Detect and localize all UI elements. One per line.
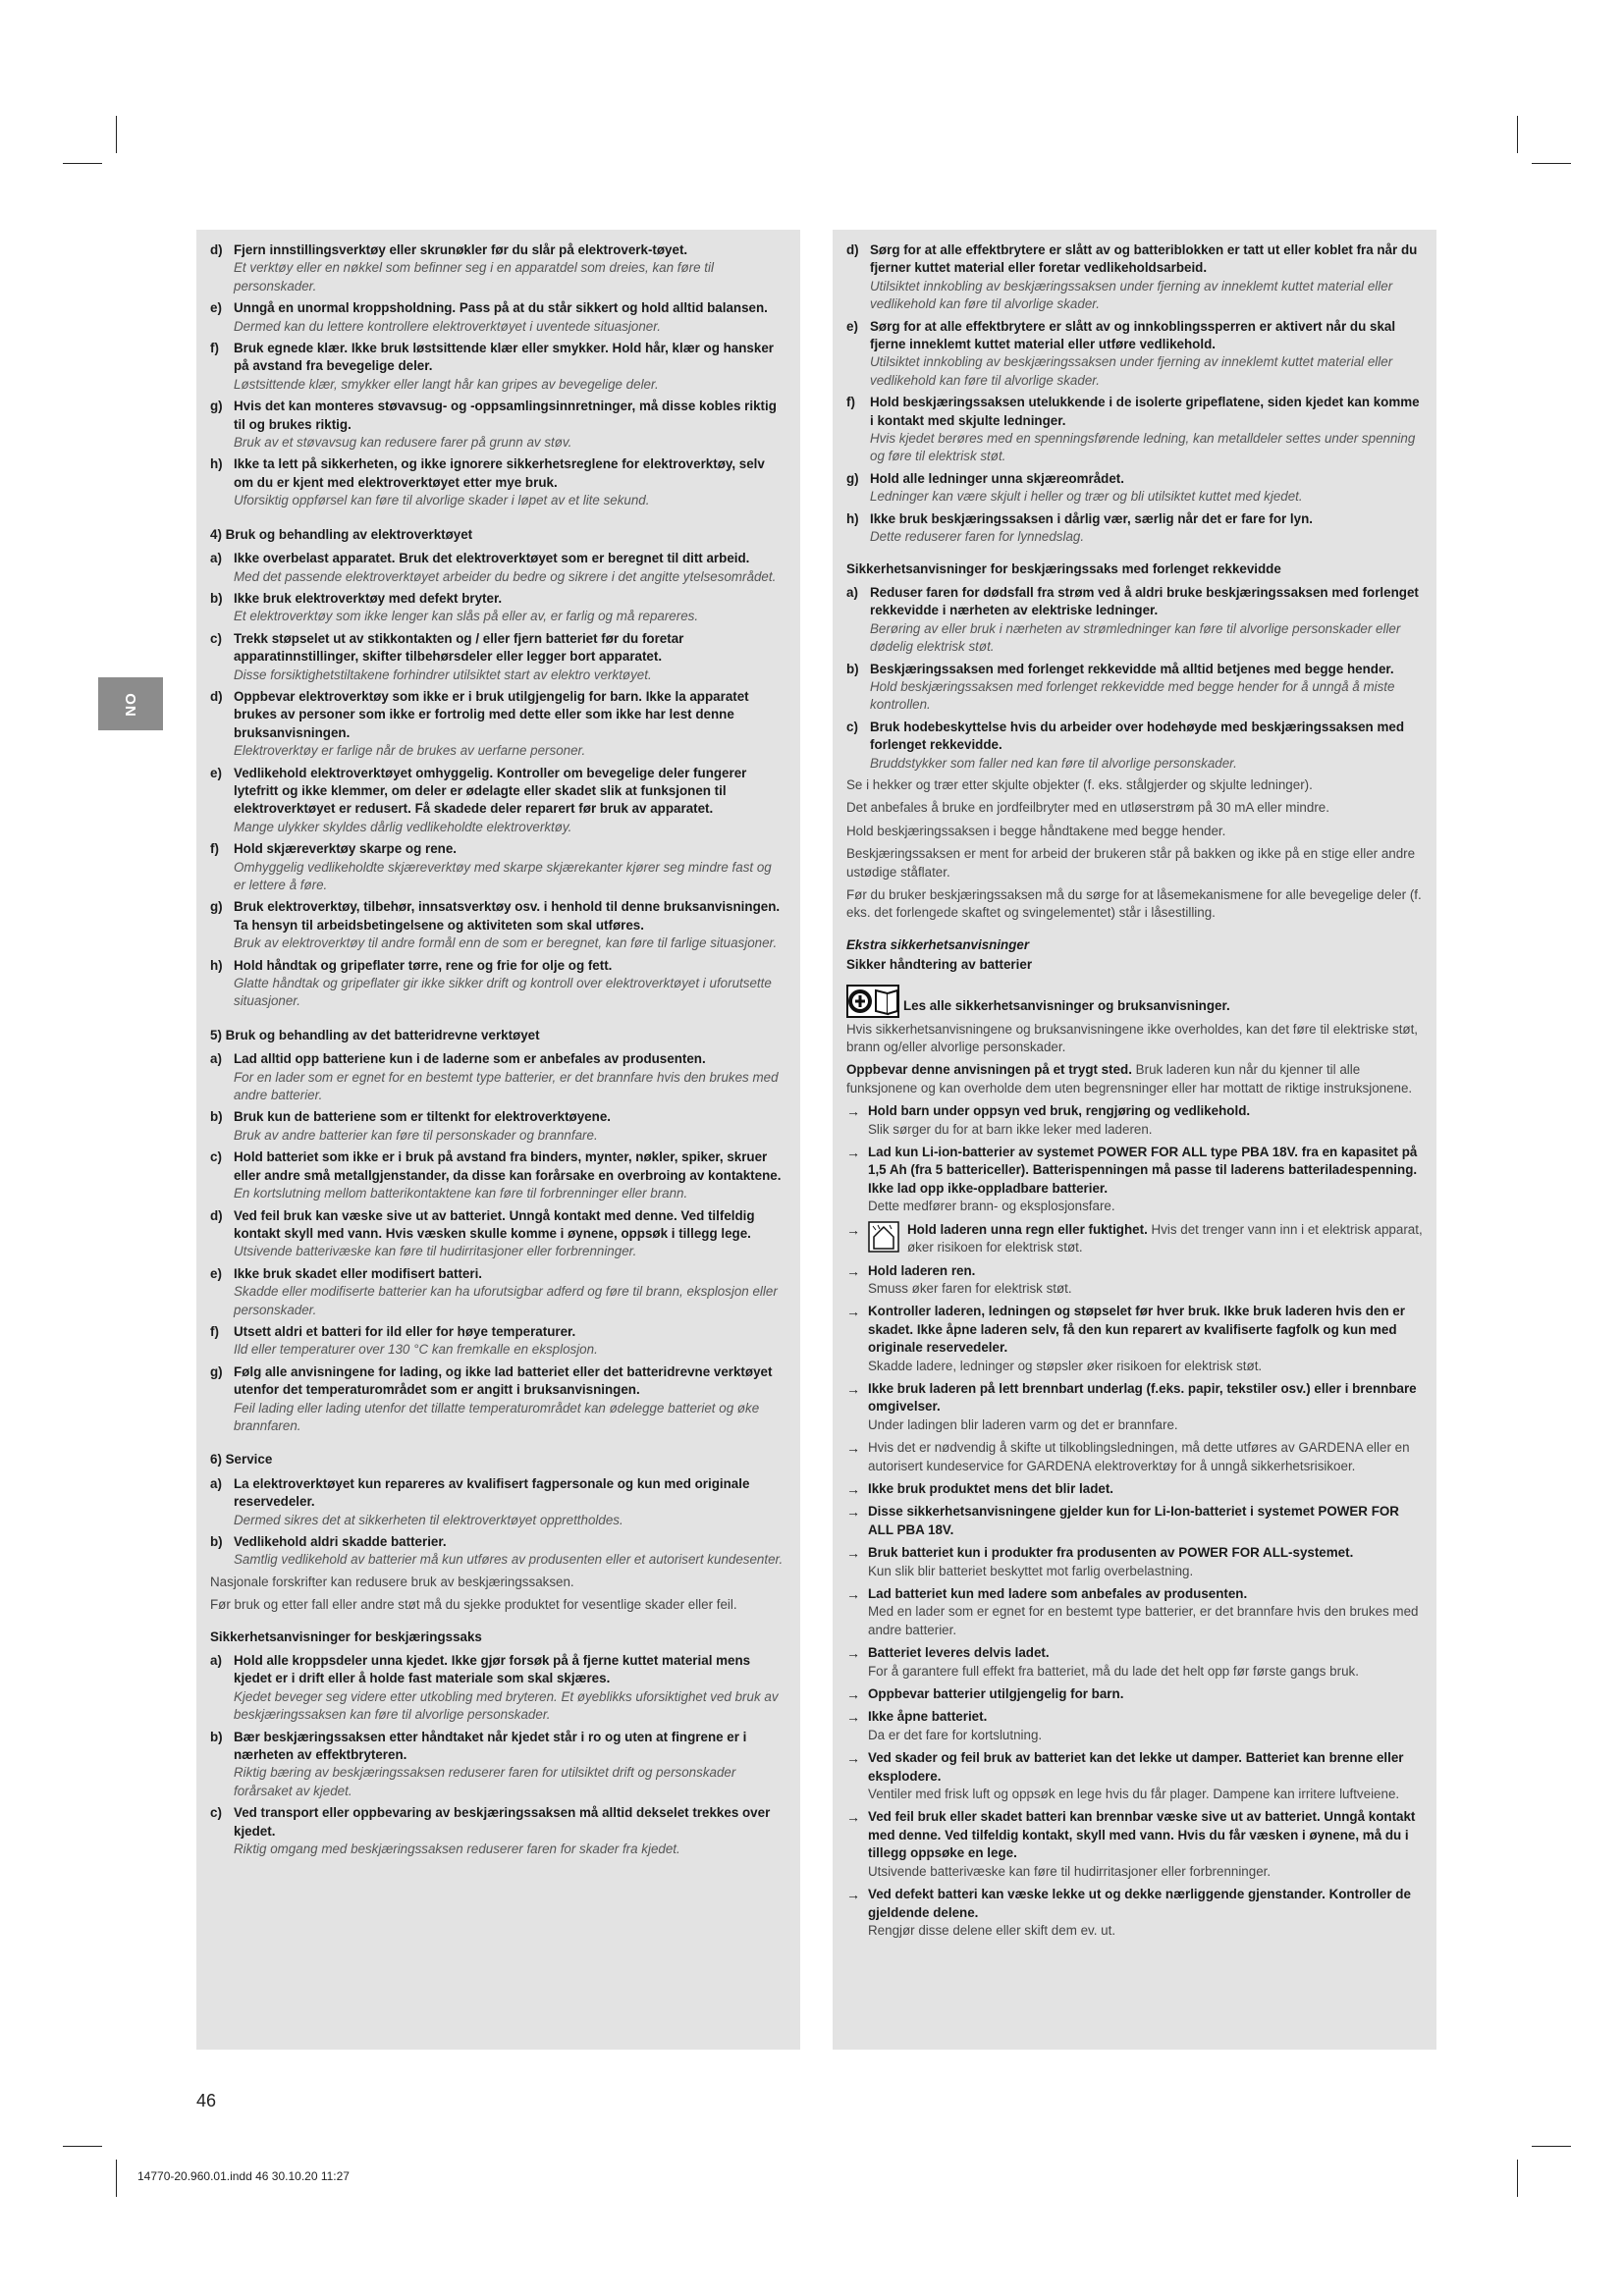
item-text: Dermed sikres det at sikkerheten til elektroverktøyet opprettholdes. xyxy=(234,1512,623,1527)
list-item xyxy=(846,1480,1423,1498)
list-item xyxy=(210,1148,786,1202)
item-heading: Ikke overbelast apparatet. Bruk det elektroverktøyet som er beregnet til ditt arbeid. xyxy=(234,551,750,566)
item-heading: Disse sikkerhetsanvisningene gjelder kun for Li-Ion-batteriet i systemet POWER FOR ALL PBA 18V. xyxy=(868,1504,1399,1537)
item-heading: Bruk kun de batteriene som er tiltenkt for elektroverktøyene. xyxy=(234,1109,611,1125)
list-item xyxy=(210,1108,786,1145)
keep-instructions xyxy=(846,1061,1423,1097)
item-text: Feil lading eller lading utenfor det tillatte temperaturområdet kan ødelegge batteriet og øke brannfaren. xyxy=(234,1400,760,1433)
list-item xyxy=(846,470,1423,507)
item-text: Glatte håndtak og gripeflater gir ikke sikker drift og kontroll over elektroverktøyet i uforutsette situasjoner. xyxy=(234,976,772,1009)
section-6-list xyxy=(210,1475,786,1570)
item-text: Elektroverktøy er farlige når de brukes av uerfarne personer. xyxy=(234,743,586,759)
item-marker: a) xyxy=(210,1051,222,1067)
list-item xyxy=(210,1050,786,1104)
item-text: Hvis det er nødvendig å skifte ut tilkoblingsledningen, må dette utføres av GARDENA eller en autorisert kundeservice for GARDENA elektroverktøy for å unngå sikkerhetsrisikoer. xyxy=(868,1440,1410,1473)
list-item xyxy=(210,299,786,336)
arrow-icon: → xyxy=(846,1887,860,1903)
item-marker: d) xyxy=(210,242,223,257)
keep-dry-icon xyxy=(868,1221,899,1253)
arrow-icon: → xyxy=(846,1504,860,1521)
list-item xyxy=(846,1144,1423,1216)
item-text: Rengjør disse delene eller skift dem ev. ut. xyxy=(868,1922,1116,1938)
left-column xyxy=(196,230,800,2050)
item-heading: La elektroverktøyet kun repareres av kvalifisert fagpersonale og kun med originale reservedeler. xyxy=(234,1475,750,1510)
item-marker: b) xyxy=(210,1109,223,1125)
item-heading: Ikke bruk beskjæringssaksen i dårlig vær, særlig når det er fare for lyn. xyxy=(870,510,1313,526)
item-heading: Ikke ta lett på sikkerheten, og ikke ignorere sikkerhetsreglene for elektroverktøy, selv om du er kjent med elektroverktøyet etter mye bruk. xyxy=(234,456,765,490)
section-title: Sikkerhetsanvisninger for beskjæringssaks med forlenget rekkevidde xyxy=(846,561,1281,576)
crop-mark xyxy=(116,116,117,153)
item-marker: e) xyxy=(210,765,222,780)
item-heading: Bruk elektroverktøy, tilbehør, innsatsverktøy osv. i henhold til denne bruksanvisningen. Ta hensyn til arbeidsbetingelsene og aktiviteten som skal utføres. xyxy=(234,899,781,933)
paragraph: Beskjæringssaksen er ment for arbeid der brukeren står på bakken og ikke på en stige eller andre ustødige ståflater. xyxy=(846,846,1416,880)
arrow-icon: → xyxy=(846,1145,860,1161)
paragraph: Hold beskjæringssaksen i begge håndtakene med begge hender. xyxy=(846,823,1226,838)
item-heading: Lad kun Li-ion-batterier av systemet POWER FOR ALL type PBA 18V. fra en kapasitet på 1,5 Ah (fra 5 battericeller). Batterispenningen må passe til laderens batteriladespenning. Ikke lad opp ikke-oppladbare batterier. xyxy=(868,1145,1418,1196)
item-text: Bruk av et støvavsug kan redusere farer på grunn av støv. xyxy=(234,435,572,451)
item-heading: Bær beskjæringssaksen etter håndtaket når kjedet står i ro og uten at fingrene er i nærheten av effektbryteren. xyxy=(234,1729,747,1763)
item-heading: Ikke bruk elektroverktøy med defekt bryter. xyxy=(234,590,503,606)
item-marker: e) xyxy=(846,318,858,334)
arrow-icon: → xyxy=(846,1709,860,1726)
item-heading: Oppbevar elektroverktøy som ikke er i bruk utilgjengelig for barn. Ikke la apparatet brukes av personer som ikke er fortrolig med dette eller som ikke har lest denne bruksanvisningen. xyxy=(234,688,749,740)
list-item xyxy=(210,550,786,586)
item-text: Hvis kjedet berøres med en spenningsførende ledning, kan metalldeler settes under spenning og føre til elektrisk støt. xyxy=(870,431,1416,464)
item-marker: f) xyxy=(210,1323,219,1339)
item-marker: h) xyxy=(210,456,223,472)
list-item xyxy=(210,1363,786,1436)
read-manual-warning xyxy=(846,985,1423,1018)
item-text: Uforsiktig oppførsel kan føre til alvorlige skader i løpet av et lite sekund. xyxy=(234,493,650,508)
item-text: Ledninger kan være skjult i heller og trær og bli utilsiktet kuttet med kjedet. xyxy=(870,489,1303,505)
item-text: Riktig bæring av beskjæringssaksen reduserer faren for utilsiktet drift og personskader forårsaket av kjedet. xyxy=(234,1765,736,1798)
list-item xyxy=(210,340,786,394)
arrow-icon: → xyxy=(846,1586,860,1602)
item-text: Med en lader som er egnet for en bestemt type batterier, er det brannfare hvis den brukes med andre batterier. xyxy=(868,1604,1419,1637)
list-item xyxy=(210,1265,786,1319)
list-item xyxy=(210,765,786,837)
item-heading: Ved transport eller oppbevaring av beskjæringssaksen må alltid dekselet trekkes over kjedet. xyxy=(234,1805,771,1839)
intro-list xyxy=(210,241,786,510)
item-heading: Ikke bruk laderen på lett brennbart underlag (f.eks. papir, tekstiler osv.) eller i brennbare omgivelser. xyxy=(868,1380,1417,1415)
item-marker: a) xyxy=(210,1653,222,1669)
list-item xyxy=(210,1475,786,1529)
list-item xyxy=(210,1323,786,1360)
crop-mark xyxy=(63,2146,102,2147)
arrow-icon: → xyxy=(846,1380,860,1397)
item-text: Da er det fare for kortslutning. xyxy=(868,1727,1043,1742)
item-text: Slik sørger du for at barn ikke leker med laderen. xyxy=(868,1121,1153,1137)
language-tab-label: NO xyxy=(122,691,139,717)
item-text: Dette reduserer faren for lynnedslag. xyxy=(870,529,1085,545)
item-text: Skadde ladere, ledninger og støpsler øker risikoen for elektrisk støt. xyxy=(868,1358,1263,1373)
item-text: Utilsiktet innkobling av beskjæringssaksen under fjerning av inneklemt kuttet material eller vedlikehold kan føre til alvorlige skader. xyxy=(870,278,1393,312)
item-heading: Trekk støpselet ut av stikkontakten og / eller fjern batteriet før du foretar apparatinnstillinger, skifter tilbehørsdeler eller legger bort apparatet. xyxy=(234,630,684,665)
section-title: 4) Bruk og behandling av elektroverktøyet xyxy=(210,526,473,542)
item-heading: Bruk egnede klær. Ikke bruk løstsittende klær eller smykker. Hold hår, klær og hansker på avstand fra bevegelige deler. xyxy=(234,341,774,374)
section-title: Sikkerhetsanvisninger for beskjæringssaks xyxy=(210,1629,482,1644)
item-heading: Lad alltid opp batteriene kun i de laderne som er anbefales av produsenten. xyxy=(234,1051,706,1067)
battery-list-1 xyxy=(846,1102,1423,1215)
item-text: For en lader som er egnet for en bestemt type batterier, er det brannfare hvis den brukes med andre batterier. xyxy=(234,1069,779,1103)
list-item xyxy=(210,1729,786,1801)
arrow-icon: → xyxy=(846,1262,860,1279)
item-heading: Hold alle ledninger unna skjæreområdet. xyxy=(870,470,1124,486)
item-heading: Oppbevar batterier utilgjengelig for barn. xyxy=(868,1686,1124,1702)
list-item xyxy=(846,1503,1423,1539)
arrow-icon: → xyxy=(846,1645,860,1662)
list-item xyxy=(210,957,786,1011)
item-heading: Ved skader og feil bruk av batteriet kan det lekke ut damper. Batteriet kan brenne eller eksplodere. xyxy=(868,1750,1404,1784)
item-heading: Ved feil bruk eller skadet batteri kan brennbar væske sive ut av batteriet. Unngå kontakt med denne. Ved tilfeldig kontakt, skyll med vann. Hvis du får væsken i øynene, må du i tillegg oppsøke en lege. xyxy=(868,1809,1416,1861)
item-marker: a) xyxy=(210,551,222,566)
crop-mark xyxy=(1517,116,1518,153)
item-text: Skadde eller modifiserte batterier kan ha uforutsigbar adferd og føre til brann, eksplosjon eller personskader. xyxy=(234,1284,778,1317)
warning-heading: Les alle sikkerhetsanvisninger og bruksanvisninger. xyxy=(903,997,1230,1013)
item-text: Utilsiktet innkobling av beskjæringssaksen under fjerning av inneklemt kuttet material eller vedlikehold kan føre til alvorlige skader. xyxy=(870,354,1393,388)
item-text: Bruk av elektroverktøy til andre formål enn de som er beregnet, kan føre til farlige situasjoner. xyxy=(234,935,778,951)
item-text: Kun slik blir batteriet beskyttet mot farlig overbelastning. xyxy=(868,1563,1194,1578)
arrow-icon: → xyxy=(846,1440,860,1457)
item-marker: g) xyxy=(846,470,859,486)
item-heading: Bruk hodebeskyttelse hvis du arbeider over hodehøyde med beskjæringssaksen med forlenget rekkevidde. xyxy=(870,719,1404,753)
list-item xyxy=(846,1439,1423,1475)
list-item xyxy=(846,1685,1423,1703)
item-text: Løstsittende klær, smykker eller langt hår kan gripes av bevegelige deler. xyxy=(234,376,659,392)
item-marker: d) xyxy=(210,1207,223,1223)
item-heading: Ikke bruk produktet mens det blir ladet. xyxy=(868,1480,1114,1496)
arrow-icon: → xyxy=(846,1480,860,1497)
item-marker: b) xyxy=(210,590,223,606)
list-item xyxy=(846,1749,1423,1803)
read-manual-icon xyxy=(846,985,899,1018)
item-heading: Hold skjæreverktøy skarpe og rene. xyxy=(234,841,457,857)
language-tab xyxy=(98,677,163,730)
list-item xyxy=(846,1102,1423,1139)
section-title: 6) Service xyxy=(210,1452,273,1468)
list-item xyxy=(846,1262,1423,1299)
extended-reach-list xyxy=(846,584,1423,773)
list-item xyxy=(210,455,786,509)
arrow-icon: → xyxy=(846,1103,860,1120)
item-text: Mange ulykker skyldes dårlig vedlikeholdte elektroverktøy. xyxy=(234,819,572,834)
item-text: Utsivende batterivæske kan føre til hudirritasjoner eller forbrenninger. xyxy=(234,1244,637,1259)
arrow-icon: → xyxy=(846,1221,860,1238)
item-marker: c) xyxy=(210,1805,222,1821)
print-imprint: 14770-20.960.01.indd 46 30.10.20 11:27 xyxy=(137,2169,350,2183)
item-text: Dermed kan du lettere kontrollere elektroverktøyet i uventede situasjoner. xyxy=(234,318,661,334)
crop-mark xyxy=(1517,2160,1518,2197)
item-heading: Følg alle anvisningene for lading, og ikke lad batteriet eller det batteridrevne verktøyet utenfor det temperaturområdet som er angitt i bruksanvisningen. xyxy=(234,1363,773,1398)
item-heading: Ved defekt batteri kan væske lekke ut og dekke nærliggende gjenstander. Kontroller de gjeldende delene. xyxy=(868,1887,1411,1920)
item-heading: Unngå en unormal kroppsholdning. Pass på at du står sikkert og hold alltid balansen. xyxy=(234,300,768,316)
item-heading: Vedlikehold elektroverktøyet omhyggelig. Kontroller om bevegelige deler fungerer lytefritt og ikke klemmer, om deler er ødelagte eller skadet slik at funksjonen til elektroverktøyet er redusert. Få skadede deler reparert før bruk av apparatet. xyxy=(234,765,747,817)
paragraph: Før du bruker beskjæringssaksen må du sørge for at låsemekanismene for alle bevegelige deler (f. eks. det forlengede skaftet og svingelementet) står i låsestilling. xyxy=(846,887,1422,921)
list-item xyxy=(210,1207,786,1261)
list-item xyxy=(846,394,1423,466)
list-item xyxy=(846,1544,1423,1580)
list-item xyxy=(846,1886,1423,1940)
item-heading: Utsett aldri et batteri for ild eller for høye temperaturer. xyxy=(234,1323,576,1339)
item-heading: Beskjæringssaksen med forlenget rekkevidde må alltid betjenes med begge hender. xyxy=(870,661,1394,676)
page-number: 46 xyxy=(196,2091,217,2110)
arrow-icon: → xyxy=(846,1750,860,1767)
item-heading: Reduser faren for dødsfall fra strøm ved å aldri bruke beskjæringssaksen med forlenget rekkevidde i nærheten av elektriske ledninger. xyxy=(870,584,1419,618)
item-marker: b) xyxy=(210,1729,223,1744)
item-marker: f) xyxy=(210,341,219,356)
item-marker: d) xyxy=(846,242,859,257)
item-marker: g) xyxy=(210,399,223,414)
item-text: For å garantere full effekt fra batteriet, må du lade det helt opp før første gangs bruk. xyxy=(868,1663,1359,1679)
list-item xyxy=(210,630,786,684)
list-item xyxy=(210,898,786,952)
item-text: Et elektroverktøy som ikke lenger kan slås på eller av, er farlig og må repareres. xyxy=(234,609,699,624)
section-title: Ekstra sikkerhetsanvisninger xyxy=(846,936,1030,952)
item-heading: Hold beskjæringssaksen utelukkende i de isolerte gripeflatene, siden kjedet kan komme i kontakt med skjulte ledninger. xyxy=(870,395,1420,428)
list-item xyxy=(210,1804,786,1858)
list-item xyxy=(846,1585,1423,1639)
item-text: Under ladingen blir laderen varm og det er brannfare. xyxy=(868,1416,1178,1432)
item-text: Bruk av andre batterier kan føre til personskader og brannfare. xyxy=(234,1127,598,1143)
item-heading: Hold håndtak og gripeflater tørre, rene og frie for olje og fett. xyxy=(234,957,613,973)
item-text: Kjedet beveger seg videre etter utkobling med bryteren. Et øyeblikks uforsiktighet ved bruk av beskjæringssaksen kan føre til alvorlige personskader. xyxy=(234,1688,779,1723)
item-text: Dette medfører brann- og eksplosjonsfare. xyxy=(868,1199,1115,1214)
paragraph: Det anbefales å bruke en jordfeilbryter med en utløserstrøm på 30 mA eller mindre. xyxy=(846,800,1329,816)
list-item xyxy=(846,1808,1423,1881)
item-marker: c) xyxy=(210,630,222,646)
item-marker: a) xyxy=(846,584,858,600)
list-item xyxy=(210,1652,786,1725)
continued-list xyxy=(846,241,1423,547)
item-heading: Bruk batteriet kun i produkter fra produsenten av POWER FOR ALL-systemet. xyxy=(868,1545,1354,1561)
list-item xyxy=(846,241,1423,314)
item-heading: Sørg for at alle effektbrytere er slått av og batteriblokken er tatt ut eller koblet fra når du fjerner kuttet material eller foretar vedlikeholdsarbeid. xyxy=(870,242,1418,276)
list-item xyxy=(846,584,1423,657)
list-item xyxy=(846,510,1423,547)
item-heading: Hvis det kan monteres støvavsug- og -oppsamlingsinnretninger, må disse kobles riktig til og brukes riktig. xyxy=(234,399,777,432)
item-heading: Lad batteriet kun med ladere som anbefales av produsenten. xyxy=(868,1586,1248,1601)
item-marker: e) xyxy=(210,1265,222,1281)
item-marker: a) xyxy=(210,1475,222,1491)
section-4-list xyxy=(210,550,786,1011)
list-item xyxy=(846,1380,1423,1434)
crop-mark xyxy=(63,163,102,164)
paragraph: Hvis sikkerhetsanvisningene og bruksanvisningene ikke overholdes, kan det føre til elektriske støt, brann og/eller alvorlige personskader. xyxy=(846,1021,1419,1055)
item-text: Samtlig vedlikehold av batterier må kun utføres av produsenten eller et autorisert kundesenter. xyxy=(234,1552,784,1568)
item-marker: g) xyxy=(210,899,223,915)
item-heading: Vedlikehold aldri skadde batterier. xyxy=(234,1534,447,1549)
item-marker: c) xyxy=(210,1149,222,1165)
list-item xyxy=(846,1221,1423,1257)
crop-mark xyxy=(1532,163,1571,164)
item-heading: Hold alle kroppsdeler unna kjedet. Ikke gjør forsøk på å fjerne kuttet material mens kjedet er i drift eller å holde fast materiale som skal skjæres. xyxy=(234,1653,751,1686)
item-text: Med det passende elektroverktøyet arbeider du bedre og sikrere i det angitte ytelsesområdet. xyxy=(234,568,777,584)
list-item xyxy=(846,1303,1423,1375)
list-item xyxy=(846,719,1423,773)
item-text: En kortslutning mellom batterikontaktene kan føre til forbrenninger eller brann. xyxy=(234,1186,688,1201)
keep-instructions-bold: Oppbevar denne anvisningen på et trygt sted. xyxy=(846,1062,1132,1078)
item-text: Riktig omgang med beskjæringssaksen reduserer faren for skader fra kjedet. xyxy=(234,1842,680,1857)
item-text: Hold beskjæringssaksen med forlenget rekkevidde med begge hender for å unngå å miste kontrollen. xyxy=(870,678,1395,713)
list-item xyxy=(846,1644,1423,1681)
item-marker: h) xyxy=(210,957,223,973)
subsection-title: Sikker håndtering av batterier xyxy=(846,957,1033,973)
list-item xyxy=(210,688,786,761)
item-marker: h) xyxy=(846,510,859,526)
item-marker: c) xyxy=(846,719,858,734)
paragraph: Se i hekker og trær etter skjulte objekter (f. eks. stålgjerder og skjulte ledninger). xyxy=(846,776,1313,792)
list-item xyxy=(210,1533,786,1570)
section-5-list xyxy=(210,1050,786,1435)
item-heading: Hold barn under oppsyn ved bruk, rengjøring og vedlikehold. xyxy=(868,1103,1251,1119)
list-item xyxy=(846,661,1423,715)
list-item xyxy=(210,398,786,452)
item-heading: Hold batteriet som ikke er i bruk på avstand fra binders, mynter, nøkler, spiker, skruer eller andre små metallgjenstander, da disse kan forårsake en overbroing av kontaktene. xyxy=(234,1149,782,1183)
right-column xyxy=(833,230,1436,2050)
item-heading: Ikke bruk skadet eller modifisert batteri. xyxy=(234,1265,483,1281)
paragraph: Nasjonale forskrifter kan redusere bruk av beskjæringssaksen. xyxy=(210,1574,574,1589)
item-text: Berøring av eller bruk i nærheten av strømledninger kan føre til alvorlige personskader eller dødelig elektrisk støt. xyxy=(870,620,1401,655)
arrow-icon: → xyxy=(846,1304,860,1320)
item-heading: Ved feil bruk kan væske sive ut av batteriet. Unngå kontakt med denne. Ved tilfeldig kontakt skyll med vann. Hvis væsken skulle komme i øynene, oppsøk i tillegg lege. xyxy=(234,1207,755,1241)
item-marker: f) xyxy=(210,841,219,857)
item-marker: f) xyxy=(846,395,855,410)
item-text: Ild eller temperaturer over 130 °C kan fremkalle en eksplosjon. xyxy=(234,1342,598,1358)
item-marker: g) xyxy=(210,1363,223,1379)
item-heading: Batteriet leveres delvis ladet. xyxy=(868,1645,1050,1661)
item-text: Ventiler med frisk luft og oppsøk en lege hvis du får plager. Dampene kan irritere luftveiene. xyxy=(868,1787,1400,1802)
house-bold: Hold laderen unna regn eller fuktighet. xyxy=(907,1221,1148,1237)
arrow-icon: → xyxy=(846,1545,860,1562)
section-7-list xyxy=(210,1652,786,1858)
item-text: Omhyggelig vedlikeholdte skjæreverktøy med skarpe skjærekanter kjører seg mindre fast og er lettere å føre. xyxy=(234,859,772,892)
house-text: Hvis det trenger vann inn i et elektrisk apparat, øker risikoen for elektrisk støt. xyxy=(907,1221,1423,1255)
crop-mark xyxy=(1532,2146,1571,2147)
item-marker: d) xyxy=(210,688,223,704)
crop-mark xyxy=(116,2160,117,2197)
item-heading: Fjern innstillingsverktøy eller skrunøkler før du slår på elektroverk-tøyet. xyxy=(234,242,688,257)
item-text: Utsivende batterivæske kan føre til hudirritasjoner eller forbrenninger. xyxy=(868,1863,1272,1879)
item-text: Bruddstykker som faller ned kan føre til alvorlige personskader. xyxy=(870,755,1237,771)
item-heading: Ikke åpne batteriet. xyxy=(868,1709,988,1725)
item-marker: e) xyxy=(210,300,222,316)
item-text: Et verktøy eller en nøkkel som befinner seg i en apparatdel som dreies, kan føre til personskader. xyxy=(234,260,714,294)
item-marker: b) xyxy=(210,1534,223,1549)
item-text: Disse forsiktighetstiltakene forhindrer utilsiktet start av elektro verktøyet. xyxy=(234,667,652,682)
arrow-icon: → xyxy=(846,1686,860,1703)
paragraph: Før bruk og etter fall eller andre støt må du sjekke produktet for vesentlige skader eller feil. xyxy=(210,1597,737,1613)
item-marker: b) xyxy=(846,661,859,676)
list-item xyxy=(846,318,1423,391)
list-item xyxy=(846,1708,1423,1744)
item-heading: Sørg for at alle effektbrytere er slått av og innkoblingssperren er aktivert når du skal fjerne inneklemt kuttet material eller utføre vedlikehold. xyxy=(870,318,1396,352)
arrow-icon: → xyxy=(846,1809,860,1826)
list-item xyxy=(210,590,786,626)
list-item xyxy=(210,840,786,894)
item-heading: Kontroller laderen, ledningen og støpselet før hver bruk. Ikke bruk laderen hvis den er skadet. Ikke åpne laderen selv, få den kun reparert av kvalifiserte fagfolk og kun med originale reservedeler. xyxy=(868,1304,1405,1356)
battery-list-2 xyxy=(846,1262,1423,1941)
item-heading: Hold laderen ren. xyxy=(868,1262,976,1278)
item-text: Smuss øker faren for elektrisk støt. xyxy=(868,1280,1072,1296)
keep-instructions-text: Bruk laderen kun når du kjenner til alle funksjonene og kan overholde dem uten begrensninger eller har mottatt de riktige instruksjonene. xyxy=(846,1062,1413,1095)
section-title: 5) Bruk og behandling av det batteridrevne verktøyet xyxy=(210,1027,540,1042)
list-item xyxy=(210,241,786,295)
